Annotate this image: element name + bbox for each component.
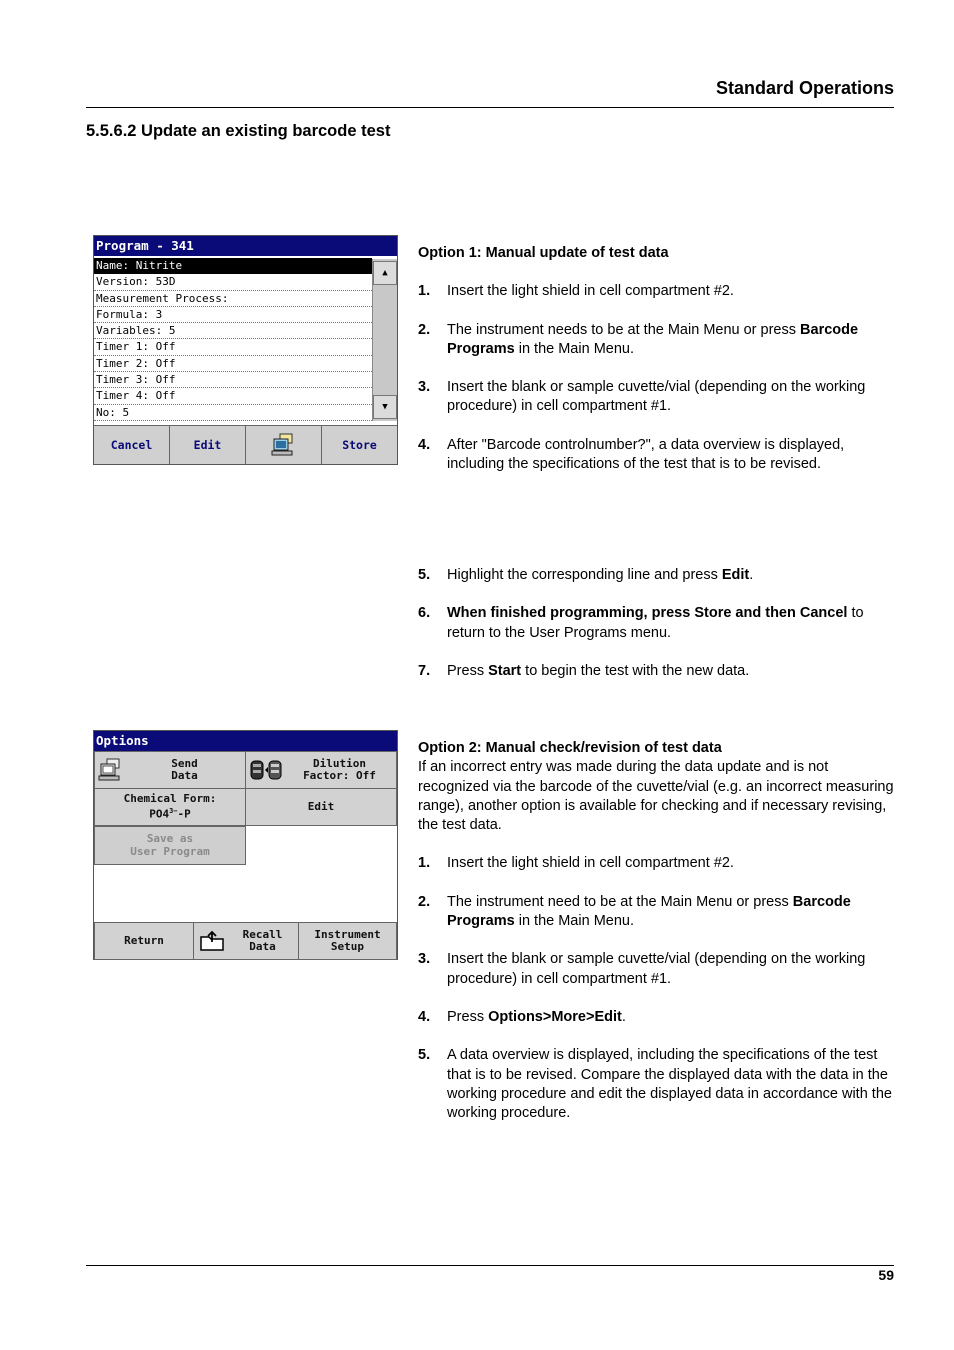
scroll-down-icon[interactable]: ▼ (373, 395, 397, 419)
save-as-user-program-button: Save as User Program (94, 826, 246, 865)
section-title: 5.5.6.2 Update an existing barcode test (86, 122, 391, 140)
recall-data-button[interactable]: Recall Data (193, 922, 299, 960)
option1-heading: Option 1: Manual update of test data (418, 245, 669, 261)
list-item-timer-2[interactable]: Timer 2: Off (94, 356, 372, 372)
send-data-button[interactable] (246, 426, 322, 464)
option2-step-2: 2. The instrument need to be at the Main Menu or press Barcode Programs in the Main Menu. (418, 893, 851, 930)
option1-step-5: 5. Highlight the corresponding line and press Edit. (418, 567, 754, 583)
option1-step-1: 1. Insert the light shield in cell compartment #2. (418, 283, 734, 300)
list-item-measurement-process[interactable]: Measurement Process: (94, 291, 372, 307)
list-item-no[interactable]: No: 5 (94, 405, 372, 421)
list-item-timer-3[interactable]: Timer 3: Off (94, 372, 372, 388)
running-header: Standard Operations (715, 78, 894, 98)
option2-step-1: 1. Insert the light shield in cell compartment #2. (418, 855, 734, 872)
dilution-factor-button[interactable]: Dilution Factor: Off (245, 751, 397, 789)
option1-step-7: 7. Press Start to begin the test with the new data. (418, 662, 750, 679)
options-screen-title: Options (94, 731, 397, 751)
option1-block-continued (418, 566, 894, 681)
chemical-form-button[interactable]: Chemical Form: $PO4^{3-}-P$ (94, 788, 246, 826)
computer-icon (271, 433, 297, 457)
option1-block (418, 244, 894, 474)
option2-step-4: 4. Press Options>More>Edit. (418, 1008, 626, 1025)
header-rule (86, 107, 894, 108)
instrument-setup-button[interactable]: Instrument Setup (298, 922, 397, 960)
list-item-name[interactable]: Name: Nitrite (94, 258, 372, 274)
option1-step-4: 4. After "Barcode controlnumber?", a data overview is displayed, including the specifications of the test that is to be revised. (418, 436, 845, 473)
list-item-formula[interactable]: Formula: 3 (94, 307, 372, 323)
chemical-form-value: $PO4^{3-}-P$ (149, 807, 191, 821)
program-screen-title: Program - 341 (94, 236, 397, 256)
program-screen (93, 235, 398, 465)
send-data-button[interactable]: Send Data (94, 751, 246, 789)
return-button[interactable]: Return (94, 922, 194, 960)
page-number: 59 (878, 1267, 894, 1283)
footer-rule (86, 1265, 894, 1266)
list-item-timer-1[interactable]: Timer 1: Off (94, 339, 372, 355)
list-item-version[interactable]: Version: 53D (94, 274, 372, 290)
option2-step-3: 3. Insert the blank or sample cuvette/vial (depending on the working procedure) in cell compartment #1. (418, 951, 866, 987)
cancel-button[interactable]: Cancel (94, 426, 170, 464)
edit-button[interactable]: Edit (170, 426, 246, 464)
list-scrollbar[interactable] (372, 259, 397, 421)
program-button-bar (94, 425, 397, 464)
option2-heading: Option 2: Manual check/revision of test data (418, 740, 722, 756)
store-button[interactable]: Store (322, 426, 397, 464)
option1-step-3: 3. Insert the blank or sample cuvette/vial (depending on the working procedure) in cell compartment #1. (418, 379, 866, 415)
option2-block (418, 739, 894, 1123)
list-item-variables[interactable]: Variables: 5 (94, 323, 372, 339)
option1-step-2: 2. The instrument needs to be at the Main Menu or press Barcode Programs in the Main Menu. (418, 321, 859, 357)
edit-button[interactable]: Edit (245, 788, 397, 826)
computer-icon (98, 758, 124, 782)
option2-intro: If an incorrect entry was made during the data update and is not recognized via the barcode of the cuvette/vial (e.g. an incorrect measuring range), another option is available for checking and if necessary revising, the test data. (418, 759, 894, 834)
option1-step-6: 6. When finished programming, press Store and then Cancel to return to the User Programs menu. (418, 605, 864, 641)
option2-step-5: 5. A data overview is displayed, including the specifications of the test that is to be revised. Compare the displayed data with the data in the working procedure and edit the displayed data in accordance with the working procedure. (418, 1047, 892, 1122)
program-data-list (94, 258, 372, 421)
list-item-timer-4[interactable]: Timer 4: Off (94, 388, 372, 404)
scroll-up-icon[interactable]: ▲ (373, 261, 397, 285)
beakers-icon (249, 758, 283, 782)
folder-icon (199, 929, 227, 953)
options-screen (93, 730, 398, 960)
